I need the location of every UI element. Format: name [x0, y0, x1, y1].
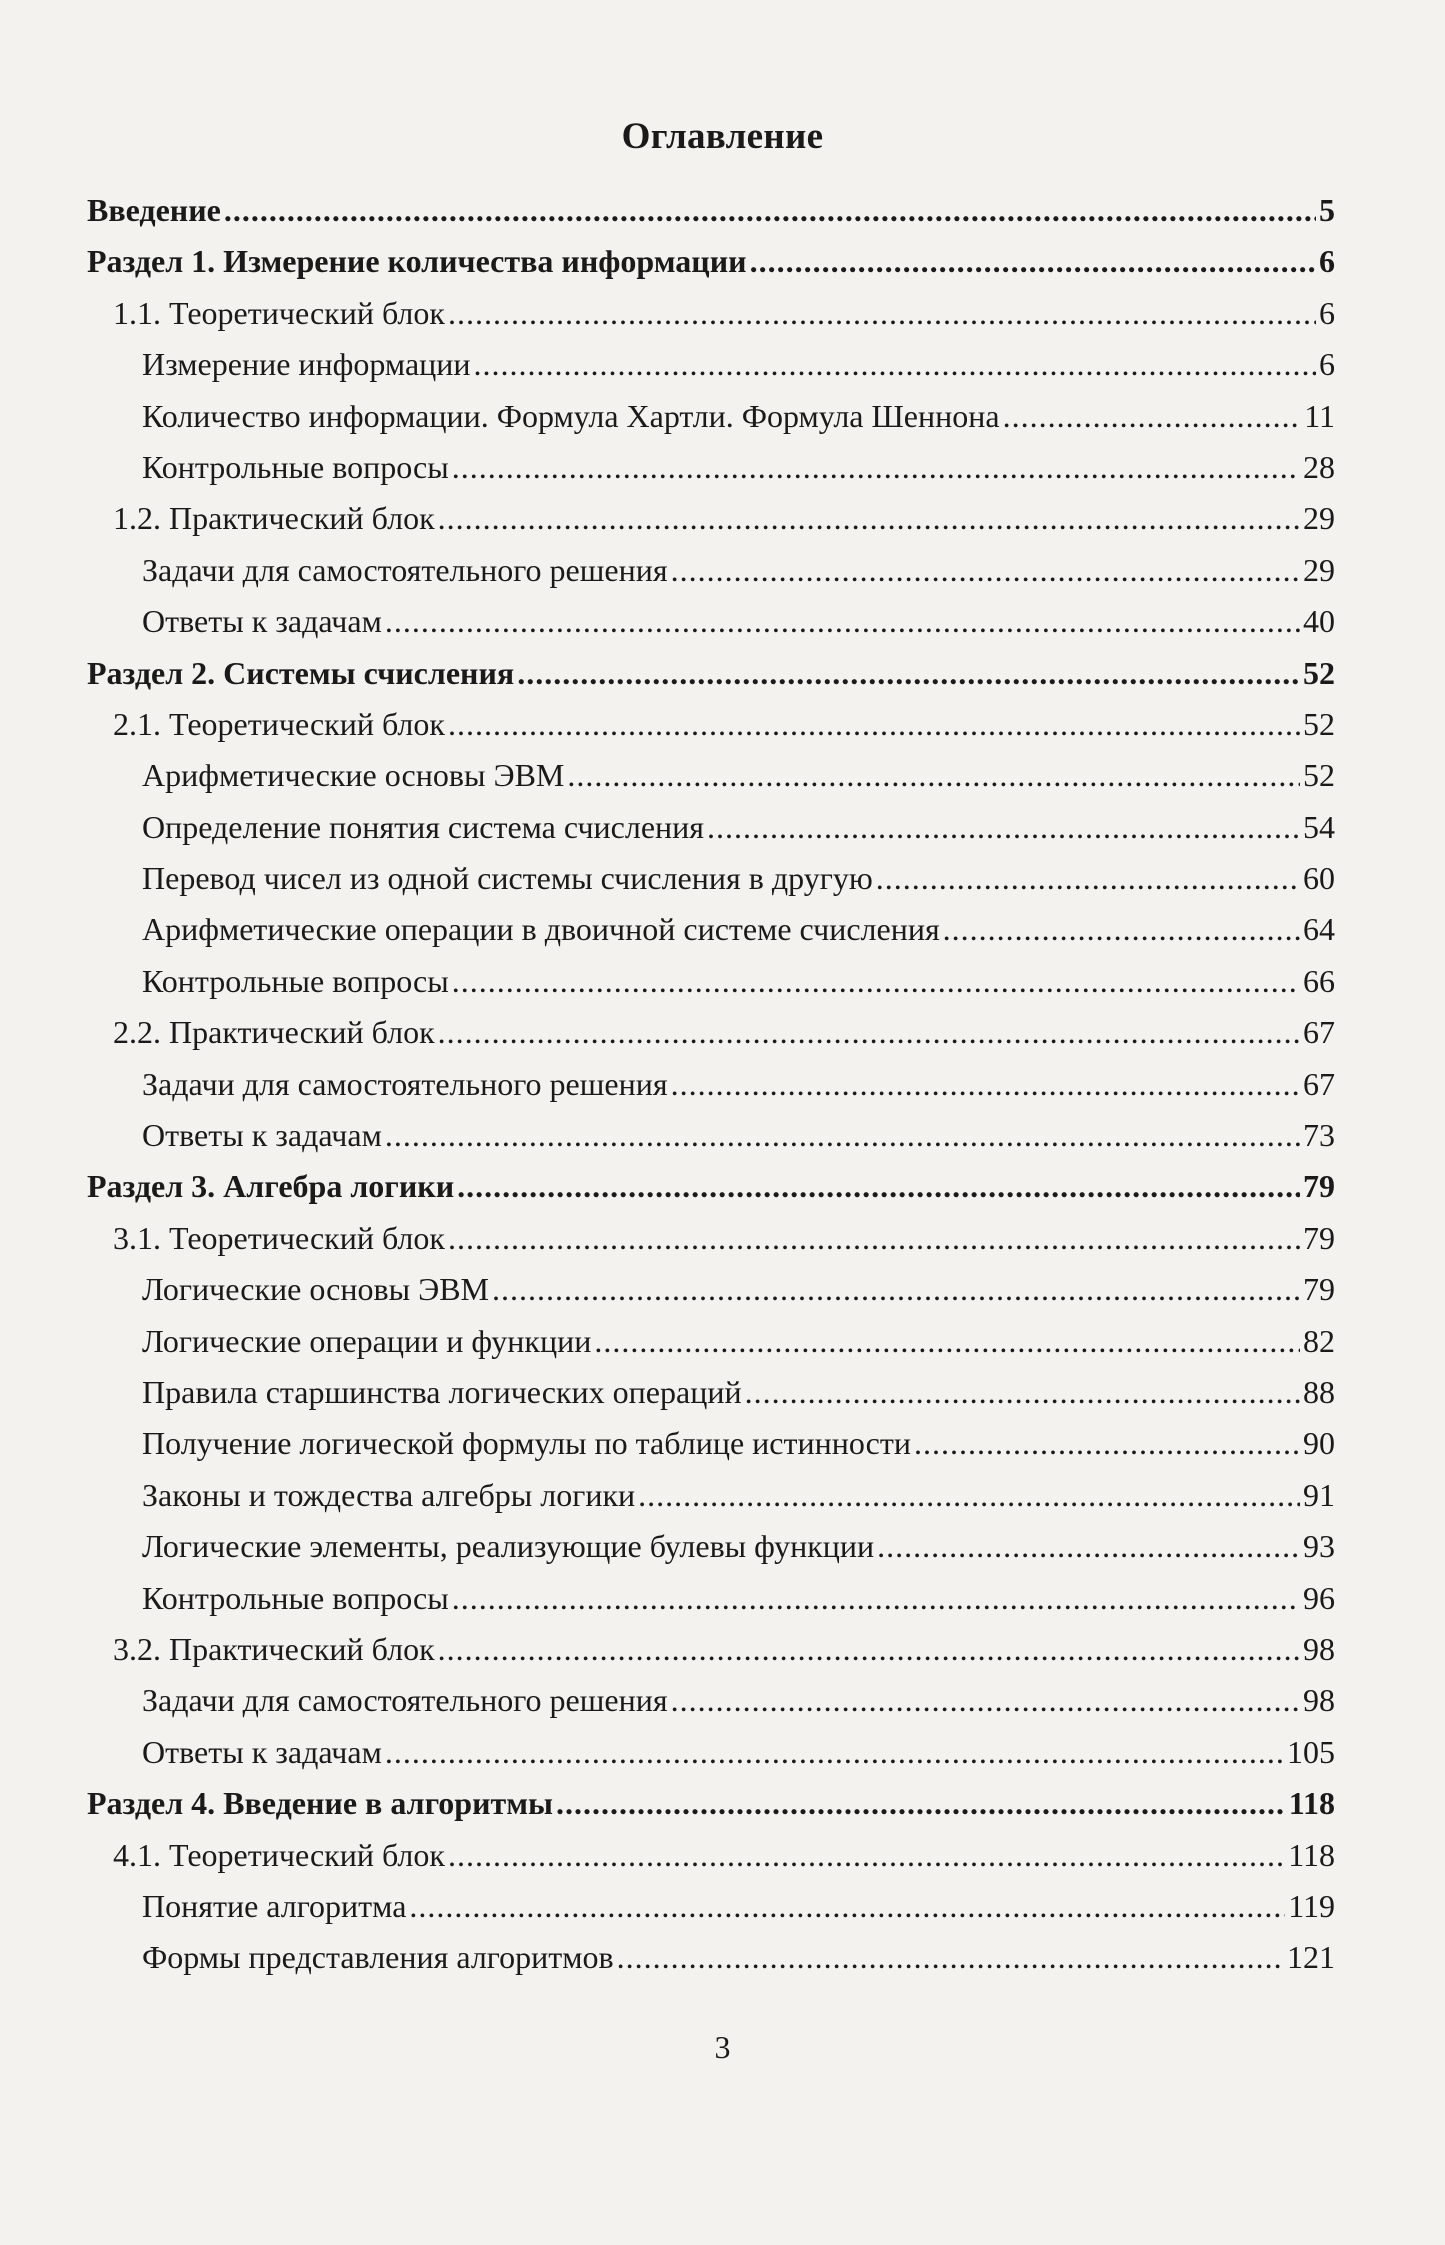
- toc-entry-label: Логические операции и функции: [142, 1322, 592, 1359]
- toc-entry-page: 64: [1303, 911, 1335, 948]
- toc-dot-leader: [671, 545, 1300, 596]
- toc-entry-page: 98: [1303, 1630, 1335, 1667]
- toc-topic-entry: [87, 442, 1335, 493]
- toc-entry-page: 118: [1288, 1836, 1335, 1873]
- toc-entry-page: 119: [1288, 1887, 1335, 1924]
- toc-entry-page: 98: [1303, 1682, 1335, 1719]
- toc-topic-entry: [87, 802, 1335, 853]
- toc-entry-page: 79: [1303, 1271, 1335, 1308]
- toc-entry-page: 29: [1303, 551, 1335, 588]
- toc-dot-leader: [452, 956, 1300, 1007]
- toc-entry-label: Законы и тождества алгебры логики: [142, 1476, 636, 1513]
- toc-subsection-entry: [87, 493, 1335, 544]
- toc-topic-entry: [87, 1573, 1335, 1624]
- toc-entry-label: Перевод чисел из одной системы счисления в другую: [142, 860, 873, 897]
- toc-entry-label: Задачи для самостоятельного решения: [142, 1682, 668, 1719]
- toc-topic-entry: [87, 1059, 1335, 1110]
- toc-dot-leader: [448, 1830, 1285, 1881]
- toc-dot-leader: [448, 288, 1316, 339]
- toc-entry-label: Введение: [87, 192, 221, 228]
- toc-entry-label: Арифметические основы ЭВМ: [142, 757, 565, 794]
- toc-dot-leader: [452, 442, 1300, 493]
- toc-topic-entry: [87, 391, 1335, 442]
- toc-entry-page: 28: [1303, 448, 1335, 485]
- toc-entry-page: 88: [1303, 1373, 1335, 1410]
- toc-entry-label: Определение понятия система счисления: [142, 808, 704, 845]
- toc-entry-label: Раздел 4. Введение в алгоритмы: [87, 1785, 554, 1822]
- toc-topic-entry: [87, 1110, 1335, 1161]
- toc-entry-label: Логические элементы, реализующие булевы функции: [142, 1528, 875, 1565]
- toc-topic-entry: [87, 596, 1335, 647]
- toc-entry-label: 2.2. Практический блок: [113, 1014, 435, 1051]
- toc-section-entry: [87, 648, 1335, 699]
- toc-topic-entry: [87, 853, 1335, 904]
- toc-dot-leader: [448, 1213, 1300, 1264]
- toc-dot-leader: [452, 1573, 1300, 1624]
- toc-entry-label: 1.2. Практический блок: [113, 500, 435, 537]
- toc-entry-page: 54: [1303, 808, 1335, 845]
- toc-entry-page: 52: [1303, 705, 1335, 742]
- toc-dot-leader: [385, 1727, 1284, 1778]
- toc-topic-entry: [87, 1418, 1335, 1469]
- page-title: Оглавление: [621, 116, 824, 157]
- toc-dot-leader: [448, 699, 1300, 750]
- toc-entry-label: Формы представления алгоритмов: [142, 1939, 614, 1976]
- toc-topic-entry: [87, 956, 1335, 1007]
- toc-dot-leader: [617, 1932, 1284, 1983]
- toc-entry-page: 6: [1319, 243, 1335, 280]
- toc-subsection-entry: [87, 1007, 1335, 1058]
- toc-entry-label: Ответы к задачам: [142, 1117, 382, 1154]
- toc-dot-leader: [707, 802, 1300, 853]
- toc-topic-entry: [87, 339, 1335, 390]
- toc-dot-leader: [438, 1007, 1300, 1058]
- toc-subsection-entry: [87, 699, 1335, 750]
- toc-entry-page: 121: [1287, 1939, 1335, 1976]
- toc-entry-page: 118: [1288, 1785, 1335, 1822]
- toc-dot-leader: [438, 493, 1300, 544]
- toc-dot-leader: [638, 1470, 1300, 1521]
- toc-subsection-entry: [87, 1213, 1335, 1264]
- toc-dot-leader: [385, 596, 1300, 647]
- toc-topic-entry: [87, 1675, 1335, 1726]
- toc-dot-leader: [745, 1367, 1300, 1418]
- toc-topic-entry: [87, 904, 1335, 955]
- toc-entry-page: 11: [1304, 397, 1335, 434]
- table-of-contents: [87, 185, 1335, 1984]
- toc-dot-leader: [671, 1675, 1300, 1726]
- toc-dot-leader: [671, 1059, 1300, 1110]
- toc-dot-leader: [750, 236, 1316, 287]
- toc-entry-label: Контрольные вопросы: [142, 1579, 449, 1616]
- toc-entry-page: 91: [1303, 1476, 1335, 1513]
- toc-topic-entry: [87, 1521, 1335, 1572]
- toc-entry-page: 52: [1303, 654, 1335, 691]
- toc-topic-entry: [87, 1727, 1335, 1778]
- toc-entry-page: 6: [1319, 294, 1335, 331]
- toc-dot-leader: [876, 853, 1300, 904]
- toc-topic-entry: [87, 1264, 1335, 1315]
- toc-entry-page: 79: [1303, 1219, 1335, 1256]
- toc-entry-page: 66: [1303, 962, 1335, 999]
- toc-entry-label: Ответы к задачам: [142, 1733, 382, 1770]
- toc-entry-page: 93: [1303, 1528, 1335, 1565]
- toc-entry-label: Раздел 2. Системы счисления: [87, 654, 515, 691]
- toc-dot-leader: [594, 1316, 1300, 1367]
- toc-dot-leader: [409, 1881, 1285, 1932]
- toc-entry-label: Задачи для самостоятельного решения: [142, 1065, 668, 1102]
- toc-topic-entry: [87, 750, 1335, 801]
- toc-entry-label: 3.2. Практический блок: [113, 1630, 435, 1667]
- toc-entry-label: Логические основы ЭВМ: [142, 1271, 489, 1308]
- toc-dot-leader: [492, 1264, 1300, 1315]
- toc-dot-leader: [457, 1161, 1300, 1212]
- toc-dot-leader: [914, 1418, 1300, 1469]
- toc-entry-label: 1.1. Теоретический блок: [113, 294, 445, 331]
- toc-section-entry: [87, 1778, 1335, 1829]
- toc-dot-leader: [385, 1110, 1300, 1161]
- toc-entry-page: 96: [1303, 1579, 1335, 1616]
- toc-topic-entry: [87, 1470, 1335, 1521]
- toc-entry-label: Понятие алгоритма: [142, 1887, 407, 1924]
- toc-topic-entry: [87, 1316, 1335, 1367]
- toc-entry-label: Измерение информации: [142, 346, 471, 383]
- toc-entry-label: Задачи для самостоятельного решения: [142, 551, 668, 588]
- toc-entry-label: Контрольные вопросы: [142, 448, 449, 485]
- toc-topic-entry: [87, 545, 1335, 596]
- toc-entry-label: Арифметические операции в двоичной системе счисления: [142, 911, 940, 948]
- toc-entry-page: 52: [1303, 757, 1335, 794]
- toc-entry-label: 3.1. Теоретический блок: [113, 1219, 445, 1256]
- toc-entry-label: Получение логической формулы по таблице истинности: [142, 1425, 911, 1462]
- toc-subsection-entry: [87, 1624, 1335, 1675]
- toc-topic-entry: [87, 1367, 1335, 1418]
- toc-entry-page: 105: [1287, 1733, 1335, 1770]
- toc-entry-label: Контрольные вопросы: [142, 962, 449, 999]
- toc-dot-leader: [517, 648, 1300, 699]
- toc-subsection-entry: [87, 1830, 1335, 1881]
- toc-entry-page: 29: [1303, 500, 1335, 537]
- toc-topic-entry: [87, 1881, 1335, 1932]
- toc-section-entry: [87, 1161, 1335, 1212]
- toc-entry-page: 79: [1303, 1168, 1335, 1205]
- toc-entry-page: 73: [1303, 1117, 1335, 1154]
- toc-entry-page: 90: [1303, 1425, 1335, 1462]
- toc-entry-label: 2.1. Теоретический блок: [113, 705, 445, 742]
- toc-entry-label: Ответы к задачам: [142, 603, 382, 640]
- toc-entry-label: Количество информации. Формула Хартли. Формула Шеннона: [142, 397, 1000, 434]
- toc-entry-page: 67: [1303, 1014, 1335, 1051]
- toc-dot-leader: [567, 750, 1300, 801]
- toc-entry-page: 60: [1303, 860, 1335, 897]
- toc-section-entry: [87, 185, 1335, 236]
- toc-dot-leader: [438, 1624, 1300, 1675]
- toc-entry-label: 4.1. Теоретический блок: [113, 1836, 445, 1873]
- toc-dot-leader: [556, 1778, 1286, 1829]
- toc-entry-page: 6: [1319, 346, 1335, 383]
- toc-entry-page: 5: [1319, 192, 1335, 228]
- toc-dot-leader: [877, 1521, 1300, 1572]
- toc-entry-page: 40: [1303, 603, 1335, 640]
- toc-entry-page: 67: [1303, 1065, 1335, 1102]
- toc-subsection-entry: [87, 288, 1335, 339]
- toc-entry-label: Раздел 3. Алгебра логики: [87, 1168, 455, 1205]
- toc-dot-leader: [1003, 391, 1302, 442]
- toc-topic-entry: [87, 1932, 1335, 1983]
- toc-dot-leader: [224, 185, 1316, 236]
- toc-dot-leader: [474, 339, 1316, 390]
- toc-dot-leader: [943, 904, 1300, 955]
- toc-entry-label: Раздел 1. Измерение количества информации: [87, 243, 747, 280]
- toc-entry-label: Правила старшинства логических операций: [142, 1373, 742, 1410]
- page-number: 3: [714, 2029, 731, 2065]
- toc-entry-page: 82: [1303, 1322, 1335, 1359]
- toc-section-entry: [87, 236, 1335, 287]
